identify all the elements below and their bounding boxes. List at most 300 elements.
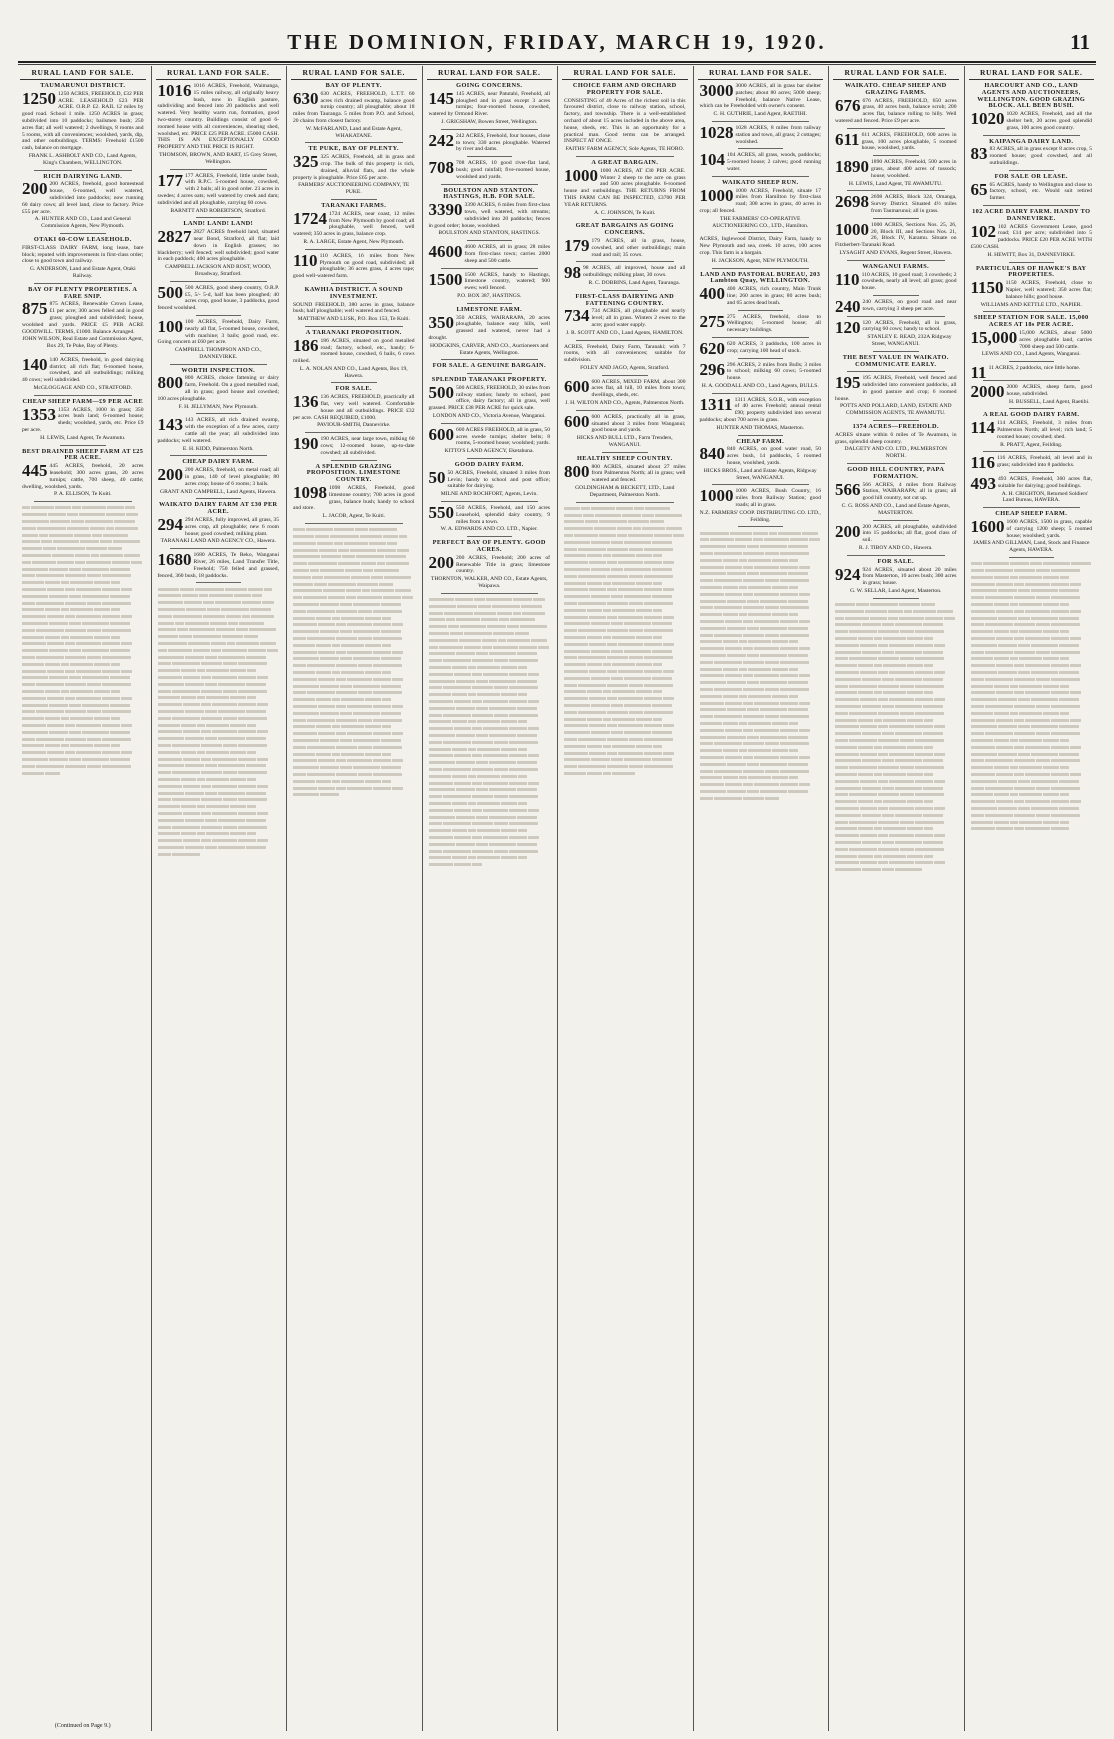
classified-ad <box>971 266 1093 309</box>
ad-agent: H. LEWIS, Land Agent, Te Awamutu. <box>40 434 126 441</box>
classified-ad <box>564 294 686 337</box>
classified-ad <box>699 394 822 432</box>
classified-ad <box>157 170 280 215</box>
classified-ad <box>22 354 144 392</box>
newspaper-title: THE DOMINION, FRIDAY, MARCH 19, 1920. <box>287 30 827 54</box>
ad-title: SPLENDID TARANAKI PROPERTY. <box>431 376 547 384</box>
ad-divider <box>983 380 1081 381</box>
ad-agent: McGLOGGAGE AND CO., STRATFORD. <box>33 385 132 392</box>
ad-acreage: 3000 <box>699 81 734 100</box>
ad-divider <box>196 582 242 583</box>
ad-agent: WILLIAMS AND KETTLE LTD., NAPIER. <box>980 301 1082 308</box>
classified-ad <box>564 411 686 449</box>
ad-divider <box>441 501 539 502</box>
ad-agent: G. ANDERSON, Land and Estate Agent, Otaki Railway. <box>29 266 136 279</box>
ad-divider <box>331 460 377 461</box>
ad-agent: G. W. SELLAR, Land Agent, Masterton. <box>850 588 942 595</box>
ad-agent: J. GRIGSHAW, Bowen Street, Wellington. <box>441 118 538 125</box>
ad-body: ACRES situate within 6 miles of Te Awamutu, in grass, splendid sheep country. <box>835 431 957 445</box>
ad-divider <box>983 451 1081 452</box>
ad-title: WANGANUI FARMS. <box>862 262 930 270</box>
ad-divider <box>441 593 539 594</box>
ad-acreage: 1353 <box>22 404 56 424</box>
dense-text-filler <box>22 505 144 777</box>
ad-body: CONSISTING of 40 Acres of the richest soil in this favoured district, close to railway station, school, factory, and township. There is a well-established orchard of about 15 acres included in the above area, house, sheds, etc. This is an opportunity for a practical man. Good terms can be arranged. INSPECT AT ONCE. <box>564 97 686 145</box>
ad-body: 200 ACRES, freehold, on metal road; all in grass, 140 of level ploughable; 80 acres crop; house of 6 rooms; 3 bails. <box>185 467 279 487</box>
ad-agent: THORNTON, WALKER, AND CO., Estate Agents, Waipawa. <box>430 576 548 590</box>
classified-ad <box>971 83 1093 132</box>
ad-acreage: 840 <box>699 444 725 464</box>
ad-acreage: 145 <box>428 88 454 108</box>
classified-ad <box>835 424 957 460</box>
ad-divider <box>1009 170 1055 171</box>
ad-acreage: 116 <box>970 453 996 473</box>
ad-body: FIRST-CLASS DAIRY FARM, long lease, bare block; reputed with improvements in first-class order; close to good town and railway. <box>22 244 144 265</box>
classified-ad <box>293 203 415 246</box>
ad-body: 620 ACRES, 3 paddocks, 100 acres in crop; carrying 100 head of stock. <box>727 340 821 354</box>
ad-divider <box>170 548 268 549</box>
classified-ad <box>158 552 280 579</box>
ad-acreage: 110 <box>293 250 318 270</box>
ad-divider <box>847 371 945 372</box>
ad-body: ACRES, Freehold, Dairy Farm, Taranaki; with 7 rooms, with all conveniences; suitable for subdivision. <box>564 343 686 364</box>
ad-acreage: 240 <box>835 296 861 316</box>
ad-title: A TARANAKI PROPOSITION. <box>305 328 402 336</box>
ad-body: 240 ACRES, on good road and near town, carrying 3 sheep per acre. <box>862 298 957 312</box>
ad-body: 1020 ACRES, Freehold, and all the shelter belt, 20 acres good splendid grass, 100 acres good country. <box>1006 111 1092 131</box>
ad-divider <box>1009 472 1055 473</box>
ad-acreage: 1000 <box>835 219 869 239</box>
ad-body: 4600 ACRES, all in grass; 28 miles from first-class town; carries 2000 sheep and 500 cattle. <box>464 244 550 264</box>
classified-ad <box>564 83 686 153</box>
classified-ad <box>293 146 415 196</box>
ad-divider <box>305 249 403 250</box>
ad-agent: FAITHS' FARM AGENCY, Sole Agents, TE HORO. <box>565 146 685 153</box>
ad-acreage: 294 <box>157 515 183 535</box>
classified-ad <box>971 412 1093 448</box>
ad-divider <box>602 452 648 453</box>
ad-title: A SPLENDID GRAZING PROPOSITION. LIMESTONE COUNTRY. <box>306 462 401 484</box>
classified-ad <box>293 464 415 520</box>
ad-divider <box>170 169 268 170</box>
ad-acreage: 325 <box>293 152 319 172</box>
ad-agent: MATTHEW AND LUSK, P.O. Box 153, Te Kuiti. <box>297 316 410 323</box>
ad-title: CHEAP SHEEP FARM—£9 PER ACRE <box>22 397 144 405</box>
ad-agent: C. H. GUTHRIE, Land Agent, RAETIHI. <box>713 111 808 118</box>
ad-title: TE PUKE, BAY OF PLENTY. <box>308 145 399 153</box>
ad-body: 676 ACRES, FREEHOLD, 650 acres grass, 40 acres bush, balance scrub; 200 acres flat, balance rolling to hilly. Well watered and fenced. Price £9 per acre. <box>835 97 957 124</box>
ad-agent: FRANK L. ASHBOLT AND CO., Land Agents, King's Chambers, WELLINGTON. <box>28 152 137 166</box>
classified-ad <box>429 377 551 420</box>
ad-body: 296 ACRES, 2 miles from Bulls; 3 miles to school; milking 60 cows; 5-roomed house. <box>727 361 821 382</box>
classified-ad <box>835 129 957 152</box>
ad-body: 1353 ACRES, 1000 in grass; 350 acres bush land; 6-roomed house; sheds; woolshed, yards, etc. Price £9 per acre. <box>22 406 144 434</box>
classified-ad <box>971 139 1093 167</box>
column-2 <box>156 66 282 1731</box>
classified-ad <box>835 296 957 316</box>
ad-divider <box>331 382 377 383</box>
ad-title: GOOD DAIRY FARM. <box>454 461 524 469</box>
column-heading: RURAL LAND FOR SALE. <box>562 66 688 80</box>
ad-acreage: 104 <box>699 150 725 170</box>
ad-acreage: 566 <box>835 479 861 499</box>
ad-body: 15,000 ACRES, about 5000 acres ploughable land, carries 7000 sheep and 500 cattle. <box>1019 329 1092 350</box>
ad-acreage: 620 <box>699 338 725 358</box>
ad-agent: LONDON AND CO., Victoria Avenue, Wanganui. <box>432 413 546 420</box>
classified-ad <box>835 219 957 257</box>
ad-divider <box>847 128 945 129</box>
ad-acreage: 445 <box>22 461 48 481</box>
column-heading: RURAL LAND FOR SALE. <box>833 66 959 80</box>
ad-divider <box>873 295 919 296</box>
ad-body: 800 ACRES, choice fattening or dairy farm, Freehold. On a good metalled road, all in grass; good house and cowshed; 100 acres ploughable. <box>157 375 279 402</box>
ad-title: GOOD HILL COUNTRY, PAPA FORMATION. <box>847 466 945 480</box>
classified-ad <box>429 188 551 238</box>
ad-acreage: 100 <box>157 316 183 336</box>
ad-acreage: 195 <box>835 373 861 393</box>
ad-title: LAND! LAND! LAND! <box>183 220 254 228</box>
column-heading: RURAL LAND FOR SALE. <box>20 66 146 80</box>
classified-ad <box>429 160 551 180</box>
ad-body: 600 ACRES, MIXED FARM, about 300 acres flat, all hill, 10 miles from town; dwellings, sheds, etc. <box>591 378 686 399</box>
ad-body: 110 ACRES, 16 miles from New Plymouth on good road, subdivided; all ploughable; 36 acres grass, 4 acres rape; good well-watered farm. <box>293 252 415 280</box>
ad-body: 1311 ACRES, S.O.R., with exception of 40 acres Freehold; annual rental £90; property subdivided into several paddocks; about 700 acres in grass. <box>699 396 821 424</box>
classified-ad <box>22 287 144 350</box>
ad-divider <box>60 233 106 234</box>
ad-divider <box>170 281 268 282</box>
ad-acreage: 875 <box>22 299 48 319</box>
ad-divider <box>602 375 648 376</box>
ad-body: 177 ACRES, Freehold, little under bush, with R.P.C. 5-roomed house, cowshed, with 2 bails; all in good order. 23 acres in swedes; 4 acres oats; well watered by creek and dam; subdivided and all ploughable, carrying 60 cows. <box>157 172 279 206</box>
classified-ad <box>564 265 686 286</box>
classified-ad <box>293 287 415 323</box>
ad-divider <box>873 520 919 521</box>
ad-body: 1000 ACRES, Bush Country, 16 miles from Railway Station; good roads; all in grass. <box>735 488 821 509</box>
ad-divider <box>305 432 403 433</box>
ad-agent: J. R. SCOTT AND CO., Land Agents, HAMILTON. <box>565 329 684 336</box>
ad-divider <box>712 484 810 485</box>
ad-acreage: 1020 <box>970 109 1005 129</box>
ad-agent: N.Z. FARMERS' COOP. DISTRIBUTING CO. LTD., Feilding. <box>699 509 821 523</box>
classified-ad <box>158 368 280 411</box>
ad-divider <box>467 240 513 241</box>
ad-divider <box>738 310 784 311</box>
ad-body: 110 ACRES, 10 good road; 3 cowsheds; 2 cowsheds, nearly all level; all grass; good house. <box>861 271 957 292</box>
ad-body: 1000 ACRES, Freehold, situate 17 miles from Hamilton by first-class road; 300 acres in grass, 40 acres in crop; all fenced. <box>699 187 821 214</box>
ad-divider <box>576 340 674 341</box>
ad-agent: CAMPBELL THOMPSON AND CO., DANNEVIRKE. <box>174 347 262 360</box>
ad-acreage: 190 <box>293 434 319 454</box>
ad-agent: MILNE AND ROCHFORT, Agents, Levin. <box>440 491 538 498</box>
ad-body: 1600 ACRES, 1500 in grass, capable of carrying 1200 sheep; 5 roomed house; woolshed; yards. <box>1006 519 1092 539</box>
classified-ad <box>970 363 1093 383</box>
classified-ad <box>22 399 144 442</box>
ad-body: 500 ACRES, good sheep country, O.R.P. £5, 5/- 5-d, half has been ploughed; 40 acres crop, good house, 3 paddocks, good fenced woolshed. <box>157 284 279 312</box>
ad-agent: HODGKINS, CARVER, AND CO., Auctioneers and Estate Agents, Wellington. <box>430 342 549 356</box>
ad-body: 1680 ACRES, Te Reko, Wanganui River, 26 miles, Land Transfer Title, Freehold; 750 felled and grassed, fenced, 360 bush, 18 paddocks. <box>157 552 279 579</box>
classified-ad <box>835 317 957 348</box>
ad-divider <box>576 502 674 503</box>
classified-ad <box>564 344 686 372</box>
classified-ad <box>429 462 551 498</box>
ad-acreage: 200 <box>428 552 454 572</box>
ad-body: 294 ACRES, fully improved, all grass, 35 acres crop, all ploughable; new 6 room house; good cowshed; milking plant. <box>185 517 279 537</box>
ad-title: THE BEST VALUE IN WAIKATO. COMMUNICATE EARLY. <box>842 353 949 368</box>
ad-divider <box>467 303 513 304</box>
ad-agent: JOHN WILSON, Real Estate and Commission Agent, Box 29, Te Puke, Bay of Plenty. <box>22 336 144 350</box>
ad-divider <box>196 315 242 316</box>
ad-divider <box>60 353 106 354</box>
ad-body: 114 ACRES, Freehold, 3 miles from Palmerston North; all level; rich land; 5 roomed house; cowshed; shed. <box>997 420 1092 440</box>
dense-text-filler <box>564 506 686 778</box>
ad-divider <box>305 326 403 327</box>
ad-body: 1028 ACRES, 8 miles from railway station and town, all grass; 2 cottages; woolshed. <box>735 124 821 145</box>
ad-acreage: 1500 <box>428 269 463 289</box>
classified-ad <box>22 83 144 167</box>
ad-agent: L. A. NOLAN AND CO., Land Agents, Box 19, Hawera. <box>299 365 408 379</box>
classified-ad <box>293 436 415 456</box>
ad-divider <box>847 463 945 464</box>
ad-body: 325 ACRES, Freehold, all in grass and crop. The bulk of this property is rich, drained, alluvial flats, and the whole property is ploughable. Price £65 per acre. <box>293 154 415 181</box>
classified-ad <box>699 311 822 334</box>
classified-ad <box>700 272 822 307</box>
ad-divider <box>34 395 132 396</box>
ad-divider <box>441 129 539 130</box>
ad-agent: CAMPBELL JACKSON AND ROST, WOOD, Broadway, Stratford. <box>165 264 272 277</box>
classified-ad <box>158 221 280 277</box>
ad-agent: H. A. GOODALL AND CO., Land Agents, BULLS. <box>701 382 819 389</box>
column-separator <box>828 66 829 1731</box>
classified-ad <box>157 316 280 361</box>
ad-body: 1500 ACRES, handy to Hastings, limestone country, watered; 900 ewes; well fenced. <box>464 271 550 292</box>
classified-ad <box>22 174 144 230</box>
classified-ad <box>700 152 822 172</box>
ad-agent: P. A. ELLISON, Te Kuiti. <box>53 491 112 498</box>
classified-ad <box>835 159 957 187</box>
ad-divider <box>467 458 513 459</box>
ad-divider <box>847 316 945 317</box>
ad-body: 98 ACRES, all improved, house and all outbuildings; milking plant, 30 cows. <box>583 265 686 279</box>
ad-title: BAY OF PLENTY PROPERTIES. A FARE SNIP. <box>28 285 138 300</box>
ad-title: LAND AND PASTORAL BUREAU, 203 Lambton Quay, WELLINGTON. <box>700 270 821 285</box>
dense-text-filler <box>429 597 551 869</box>
column-separator <box>693 66 694 1731</box>
ad-title: FIRST-CLASS DAIRYING AND FATTENING COUNTRY. <box>575 292 675 307</box>
ad-acreage: 179 <box>564 235 590 255</box>
ad-body: 179 ACRES, all in grass, house, cowshed, and other outbuildings; main road and rail; 35 cows. <box>591 237 686 258</box>
ad-divider <box>576 156 674 157</box>
ad-title: FOR SALE. <box>335 385 372 393</box>
ad-title: FOR SALE. <box>877 557 914 565</box>
classified-ad <box>699 122 822 145</box>
ad-acreage: 186 <box>293 335 319 355</box>
ad-agent: P.O. BOX 387, HASTINGS. <box>457 292 522 299</box>
column-5 <box>562 66 688 1731</box>
ad-agent: LEWIS AND CO., Land Agents, Wanganui. <box>981 351 1081 358</box>
ad-acreage: 800 <box>564 461 590 481</box>
column-4 <box>427 66 553 1731</box>
classified-ad <box>970 453 1093 473</box>
ad-body: 200 ACRES, Freehold; 200 acres of Renewable Title in grass; limestone country. <box>456 554 550 575</box>
classified-ad <box>158 459 280 495</box>
classified-ad <box>835 521 957 552</box>
ad-acreage: 275 <box>699 311 725 331</box>
classified-ad <box>293 83 415 139</box>
ad-body: 445 ACRES, freehold, 20 acres leasehold; 300 acres grass, 20 acres turnips; cattle, 700 sheep, 40 cattle; dwelling, woolshed, yards. <box>22 463 144 490</box>
ad-body: 2698 ACRES, Block 324, Omanga, Survey District. Situated 4½ miles from Taumarunui; all in grass. <box>871 194 957 214</box>
ad-agent: F. H. JELLYMAN, New Plymouth. <box>178 403 258 410</box>
ad-body: 83 ACRES, all in grass except 8 acres crop, 5 roomed house; good cowshed, and all outbuildings. <box>989 146 1092 166</box>
ad-acreage: 1724 <box>293 208 327 228</box>
classified-ad <box>700 488 822 523</box>
column-separator <box>286 66 287 1731</box>
ad-title: GOING CONCERNS. <box>456 82 523 89</box>
ad-body: 143 ACRES, all rich drained swamp, with the exception of a few acres, carry cattle all the year; all subdivided into paddocks; well watered. <box>157 417 279 444</box>
ad-agent: E. H. KIDD, Palmerston North. <box>182 445 254 452</box>
ad-acreage: 2000 <box>970 382 1005 402</box>
ad-body: 500 ACRES, FREEHOLD, 30 miles from railway station; handy to school, post office, dairy factory; all in grass, well grassed. PRICE £38 PER ACRE for quick sale. <box>428 384 550 412</box>
ad-agent: A. C. JOHNSON, Te Kuiti. <box>594 209 656 216</box>
ad-title: A GREAT BARGAIN. <box>591 158 659 166</box>
ad-divider <box>576 410 674 411</box>
ad-divider <box>34 501 132 502</box>
ad-acreage: 611 <box>835 129 860 149</box>
ad-agent: BOULSTON AND STANTON, HASTINGS. <box>438 230 541 237</box>
ad-body: ACRES, Inglewood District, Dairy Farm, handy to New Plymouth and sea, creek. 10 acres, 100 acres crop. This farm is a bargain. <box>699 236 821 256</box>
ad-body: 550 ACRES, Freehold, and 150 acres Leasehold, splendid dairy country, 9 miles from a town. <box>456 505 550 525</box>
ad-body: 186 ACRES, situated on good metalled road; factory, school, etc., handy; 6-roomed house, cowshed, 6 bails, 6 cows milked. <box>293 337 415 365</box>
ad-acreage: 600 <box>564 411 590 431</box>
ad-title: 1374 ACRES—FREEHOLD. <box>852 423 939 431</box>
ad-divider <box>738 148 784 149</box>
ad-title: BAY OF PLENTY. <box>325 82 382 89</box>
classified-ad <box>699 359 822 390</box>
ad-acreage: 114 <box>970 418 996 438</box>
ad-acreage: 1098 <box>293 483 327 503</box>
ad-divider <box>712 121 810 122</box>
ad-body: 1098 ACRES, Freehold, good limestone country; 700 acres in good grass, balance bush; handy to school and store. <box>293 485 415 512</box>
ad-agent: GOLDINGHAM & BECKETT, LTD., Land Department, Palmerston North. <box>575 485 675 498</box>
ad-acreage: 110 <box>835 269 860 289</box>
classified-ad <box>293 330 415 380</box>
ad-title: WAIKATO DAIRY FARM AT £30 PER ACRE. <box>159 501 278 516</box>
column-1 <box>20 66 146 1731</box>
ad-agent: BARNITT AND ROBERTSON, Stratford. <box>170 207 267 214</box>
column-3 <box>291 66 417 1731</box>
ad-body: 1150 ACRES, Freehold, close to Napier, well watered; 350 acres flat; balance hills; good house. <box>1005 280 1092 300</box>
ad-body: 2827 ACRES freehold land, situated near Bond, Stratford, all flat; laid down in English grasses; no blackberry; well fenced; well subdivided; good water in each paddock; 400 acres ploughable. <box>157 229 279 263</box>
classified-ad <box>429 244 551 264</box>
ad-title: WORTH INSPECTION. <box>181 366 256 374</box>
ad-acreage: 500 <box>428 382 454 402</box>
classified-ad <box>835 355 957 369</box>
ad-title: FOR SALE OR LEASE. <box>994 172 1068 180</box>
ad-acreage: 924 <box>835 564 861 584</box>
ad-body: 200 ACRES, all ploughable, subdivided into 15 paddocks; all flat, good class of soil. <box>862 523 957 544</box>
ad-body: 102 ACRES Government Lease, good road; £14 per acre; subdivided into 5 paddocks. PRICE £20 PER ACRE WITH £500 CASH. <box>970 223 1092 250</box>
ad-body: 200 ACRES, freehold, good homestead house, 6-roomed, well watered, subdivided into paddocks; now running 60 dairy cows; all level land, close to factory. Price £55 per acre. <box>22 181 144 215</box>
ad-acreage: 65 <box>970 179 988 199</box>
ad-divider <box>873 351 919 352</box>
ad-body: 875 ACRES, Renewable Crown Lease, £1 per acre; 300 acres felled and in good grass; ploughed and subdivided; house, woolshed and yards. PRICE £5 PER ACRE GOODWILL. TERMS, £1000. Balance Arranged. <box>22 301 144 335</box>
ad-divider <box>712 268 810 269</box>
ad-divider <box>738 358 784 359</box>
column-heading: RURAL LAND FOR SALE. <box>156 66 282 80</box>
ad-agent: H. BUSSELL, Land Agent, Raetihi. <box>1009 398 1090 405</box>
ad-divider <box>712 337 810 338</box>
dense-text-filler <box>835 602 957 874</box>
classified-ad <box>428 130 551 153</box>
ad-divider <box>738 435 784 436</box>
ad-divider <box>331 283 377 284</box>
ad-title: A REAL GOOD DAIRY FARM. <box>983 411 1080 419</box>
ad-title: WAIKATO. CHEAP SHEEP AND GRAZING FARMS. <box>844 82 947 96</box>
ad-agent: A. HUNTER AND CO., Land and General Commission Agents, New Plymouth. <box>34 216 131 230</box>
ad-divider <box>305 142 403 143</box>
ad-body: 190 ACRES, near large town, milking 60 cows; 12-roomed house, up-to-date cowshed; all subdivided. <box>320 436 415 456</box>
ad-body: 630 ACRES, FREEHOLD, L.T.T. 60 acres rich drained swamp, balance good turnip country; all ploughable; about 18 miles from Tauranga. 5 miles from P.O. and School, 20 chains from closest factory. <box>293 90 415 124</box>
ad-agent: HUNTER AND THOMAS, Masterton. <box>716 424 805 431</box>
classified-ad <box>429 83 551 126</box>
ad-agent: HICKS AND BULL LTD., Farm Trenders, WANGANUI. <box>576 435 673 449</box>
ad-acreage: 1150 <box>970 278 1004 298</box>
classified-ad <box>429 540 551 590</box>
ad-agent: R. J. TIBOY AND CO., Hawera. <box>858 545 933 552</box>
header-rule-thin <box>18 64 1096 65</box>
ad-acreage: 136 <box>293 392 319 412</box>
ad-agent: FARMERS' AUCTIONEERING COMPANY, TE PUKE. <box>298 182 410 196</box>
ad-agent: C. G. ROSS AND CO., Land and Estate Agents, MASTERTON. <box>841 503 950 516</box>
ad-body: 3000 ACRES, all in grass bar shelter patches; about 80 acres; 5000 sheep; Freehold, balance Native Lease, which can be Freeholded with owner's consent. <box>699 83 821 110</box>
ad-agent: W. McFARLAND, Land and Estate Agent, WHAKATANE. <box>305 125 402 139</box>
ad-divider <box>602 219 648 220</box>
ad-acreage: 140 <box>22 354 48 374</box>
ad-divider <box>712 176 810 177</box>
ad-body: 116 ACRES, Freehold, all level and in grass; subdivided into 8 paddocks. <box>997 455 1092 469</box>
ad-body: 400 ACRES, rich country, Main Trunk line; 260 acres in grass; 80 acres bush; and 65 acres dead bush. <box>727 286 821 306</box>
ad-body: 275 ACRES, freehold, close to Wellington; 5-roomed house; all necessary buildings. <box>727 313 821 334</box>
ad-acreage: 493 <box>970 474 996 494</box>
ad-acreage: 550 <box>428 503 454 523</box>
ad-body: 493 ACRES, Freehold, 360 acres flat, suitable for dairying; good buildings. <box>998 476 1092 489</box>
ad-acreage: 200 <box>22 179 48 199</box>
ad-title: BOULSTON AND STANTON. HASTINGS, H.B. FOR SALE. <box>443 186 536 201</box>
ad-agent: J. H. WILTON AND CO., Agents, Palmerston North. <box>565 400 685 407</box>
ad-title: CHEAP DAIRY FARM. <box>182 458 255 466</box>
ad-divider <box>170 364 268 365</box>
ad-acreage: 1600 <box>970 517 1005 537</box>
ad-agent: W. A. EDWARDS AND CO. LTD., Napier. <box>440 526 538 533</box>
ad-body: 2000 ACRES, sheep farm, good house, subdivided. <box>1006 384 1092 397</box>
ad-divider <box>602 290 648 291</box>
ad-divider <box>738 232 784 233</box>
ad-acreage: 200 <box>835 521 861 541</box>
classified-ad <box>22 237 144 280</box>
header-rule <box>18 61 1096 63</box>
ad-acreage: 15,000 <box>970 327 1018 347</box>
ad-title: TARANAKI FARMS. <box>321 201 387 209</box>
ad-body: 1000 ACRES, Sections Nos. 25, 26, 20, Block III, and Sections Nos. 21, 26, Block IV, Karamu. Situate on Fitzherbert-Taranaki Road. <box>835 221 957 249</box>
ad-agent: L. JACOB, Agent, Te Kuiti. <box>322 513 386 520</box>
ad-divider <box>34 283 132 284</box>
ad-agent: H. JACKSON, Agent, NEW PLYMOUTH. <box>711 257 809 264</box>
ad-agent: R. C. DOBBINS, Land Agent, Tauranga. <box>588 279 680 286</box>
ad-title: GREAT BARGAINS AS GOING CONCERNS. <box>575 222 674 237</box>
ad-title: OTAKI 60-COW LEASEHOLD. <box>33 235 132 243</box>
ad-acreage: 400 <box>699 284 725 304</box>
ad-divider <box>873 420 919 421</box>
ad-acreage: 350 <box>428 312 454 332</box>
